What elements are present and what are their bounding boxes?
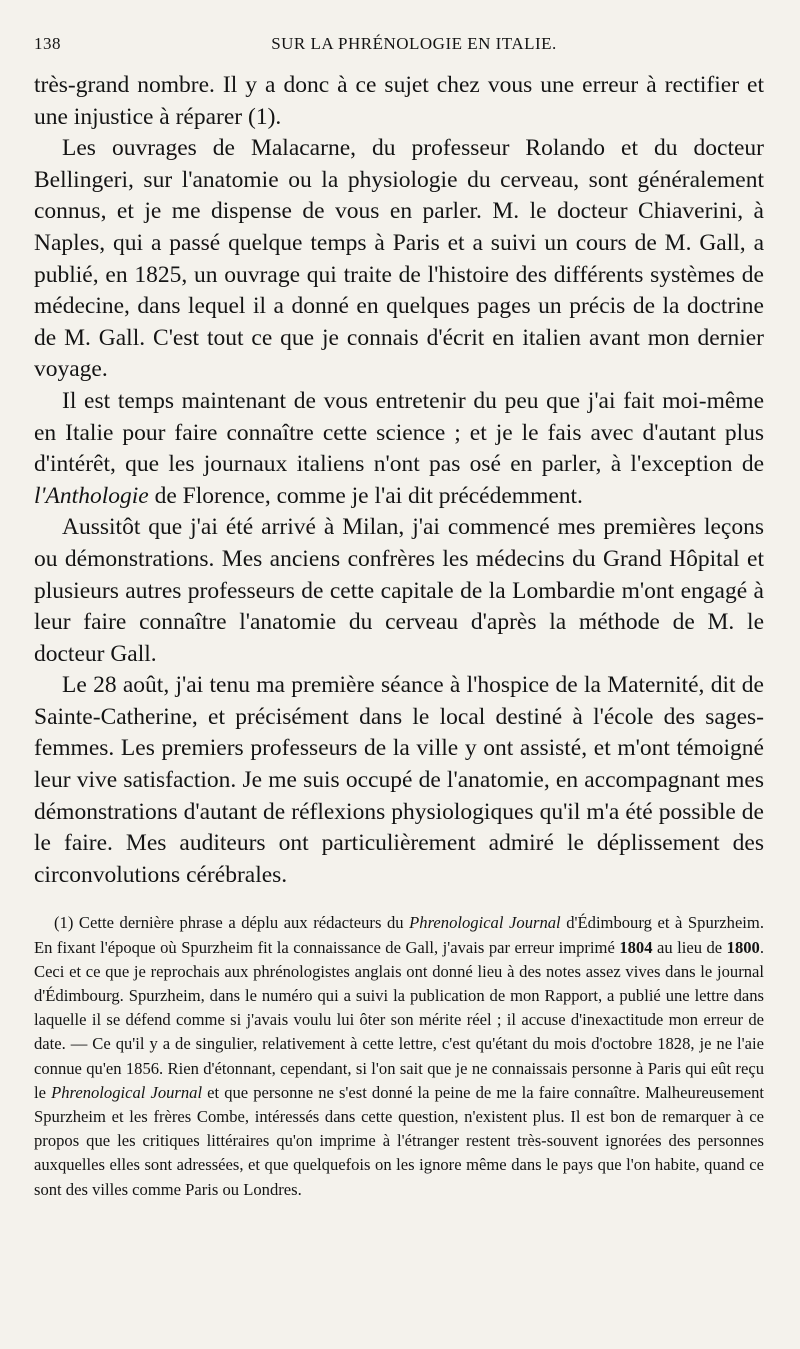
body-text	[34, 70, 764, 891]
running-title: SUR LA PHRÉNOLOGIE EN ITALIE.	[271, 34, 557, 53]
year-wrong: 1804	[619, 937, 653, 957]
paragraph-first-session: Le 28 août, j'ai tenu ma première séance à l'hospice de la Maternité, dit de Sainte-Catherine, et précisément dans le local destiné à l'école des sages-femmes. Les premiers professeurs de la ville y ont assisté, et m'ont témoigné leur vive satisfaction. Je me suis occupé de l'anatomie, en accompagnant mes démonstrations d'autant de réflexions physiologiques qu'il m'a été possible de le faire. Mes auditeurs ont particulièrement admiré le déplissement des circonvolutions cérébrales.	[34, 672, 764, 888]
paragraph-italy-science	[34, 386, 764, 512]
paragraph-milan: Aussitôt que j'ai été arrivé à Milan, j'ai commencé mes premières leçons ou démonstrations. Mes anciens confrères les médecins du Grand Hôpital et plusieurs autres professeurs de cette capitale de la Lombardie m'ont engagé à leur faire connaître l'anatomie du cerveau d'après la méthode de M. le docteur Gall.	[34, 514, 764, 667]
page-number: 138	[34, 34, 61, 53]
journal-title: Phrenological Journal	[409, 913, 561, 933]
footnote-1	[34, 911, 764, 1201]
footnote-text: au lieu de	[652, 937, 727, 957]
year-right: 1800	[726, 937, 760, 957]
paragraph-text: de Florence, comme je l'ai dit précédemment.	[148, 482, 583, 509]
journal-title: Phrenological Journal	[51, 1082, 203, 1102]
footnotes	[34, 911, 764, 1201]
footnote-text: d'Édimbourg et à Spurzheim. En fixant l'époque où Spurzheim fit la connaissance de Gall, j'avais par erreur imprimé	[34, 913, 764, 957]
paragraph-continuation: très-grand nombre. Il y a donc à ce sujet chez vous une erreur à rectifier et une injustice à réparer (1).	[34, 72, 764, 130]
footnote-marker: (1)	[54, 913, 74, 933]
footnote-text: et que personne ne s'est donné la peine de me la faire connaître. Malheureusement Spurzheim et les frères Combe, intéressés dans cette question, n'existent plus. Il est bon de remarquer à ce propos que les critiques littéraires qu'on imprime à l'étranger restent très-souvent ignorées des personnes auxquelles elles sont adressées, et que quelquefois on les ignore même dans le pays que l'on habite, quand ce sont des villes comme Paris ou Londres.	[34, 1082, 765, 1199]
running-head	[34, 30, 764, 60]
footnote-text: Cette dernière phrase a déplu aux rédacteurs du	[73, 913, 410, 933]
paragraph-text: Il est temps maintenant de vous entretenir du peu que j'ai fait moi-même en Italie pour faire connaître cette science ; et je le fais avec d'autant plus d'intérêt, que les journaux italiens n'ont pas osé en parler, à l'exception de	[34, 387, 764, 478]
footnote-text: . Ceci et ce que je reprochais aux phrénologistes anglais ont donné lieu à des notes assez vives dans le journal d'Édimbourg. Spurzheim, dans le numéro qui a suivi la publication de mon Rapport, a publié une lettre dans laquelle il se défend comme si j'avais voulu lui ôter son mérite réel ; il accuse d'inexactitude mon erreur de date. — Ce qu'il y a de singulier, relativement à cette lettre, c'est qu'étant du mois d'octobre 1828, je ne l'aie connue qu'en 1856. Rien d'étonnant, cependant, si l'on sait que je ne connaissais personne à Paris qui eût reçu le	[34, 937, 764, 1102]
anthologie-title: l'Anthologie	[34, 482, 149, 509]
paragraph-works: Les ouvrages de Malacarne, du professeur Rolando et du docteur Bellingeri, sur l'anatomie ou la physiologie du cerveau, sont généralement connus, et je me dispense de vous en parler. M. le docteur Chiaverini, à Naples, qui a passé quelque temps à Paris et a suivi un cours de M. Gall, a publié, en 1825, un ouvrage qui traite de l'histoire des différents systèmes de médecine, dans lequel il a donné en quelques pages un précis de la doctrine de M. Gall. C'est tout ce que je connais d'écrit en italien avant mon dernier voyage.	[34, 135, 764, 383]
